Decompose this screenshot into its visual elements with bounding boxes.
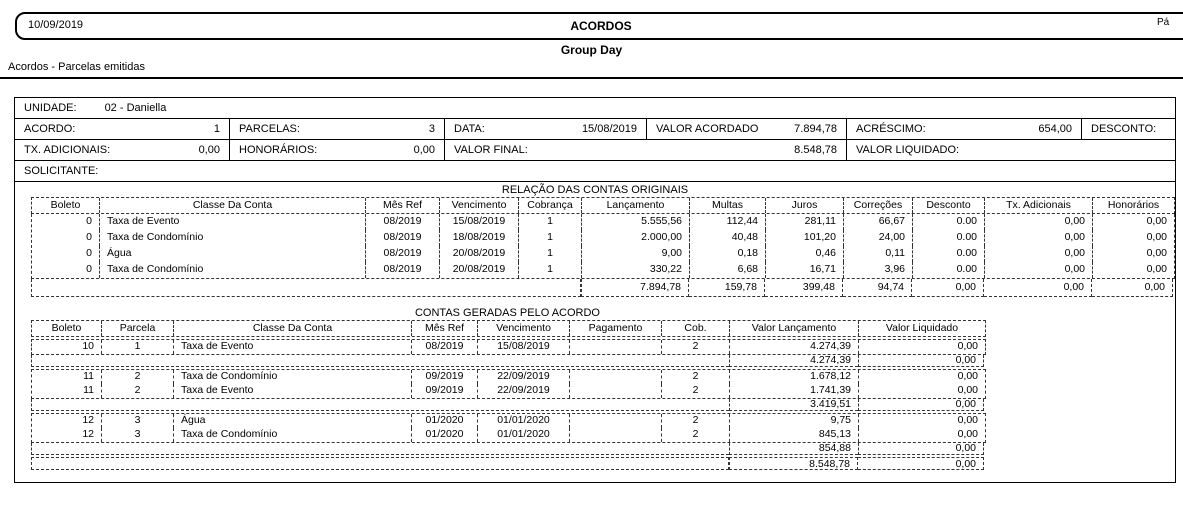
table-row: [32, 370, 985, 384]
table-row: [32, 428, 985, 442]
desconto-label: DESCONTO:: [1091, 123, 1157, 135]
totals-spacer: [31, 279, 581, 297]
table-cell: 09/2019: [412, 384, 478, 398]
table-cell: 3: [102, 414, 174, 428]
table-cell: Taxa de Condomínio: [100, 230, 366, 246]
subtotal-valor-liquidado: 0,00: [858, 443, 984, 455]
table-cell: 18/08/2019: [440, 230, 519, 246]
contas-geradas-title: CONTAS GERADAS PELO ACORDO: [414, 307, 600, 319]
table-cell: 24,00: [844, 230, 913, 246]
tx-adicionais-field: [15, 140, 229, 160]
page-number-label: Pá: [1157, 17, 1170, 28]
table-cell: 2: [102, 384, 174, 398]
column-header: Vencimento: [478, 321, 570, 336]
table-cell: 20/08/2019: [440, 246, 519, 262]
parcelas-label: PARCELAS:: [239, 123, 300, 135]
column-header: Parcela: [102, 321, 174, 336]
parcelas-field: [229, 119, 444, 139]
table-cell: 11: [32, 370, 102, 384]
total-cell: 94,74: [843, 279, 912, 297]
column-header: Correções: [844, 198, 913, 213]
totals-row: [31, 279, 1175, 297]
total-cell: 0,00: [1092, 279, 1173, 297]
honorarios-value: 0,00: [413, 144, 435, 156]
acordo-label: ACORDO:: [24, 123, 76, 135]
table-cell: [570, 340, 662, 354]
table-cell: 2.000,00: [582, 230, 690, 246]
subtotal-spacer: [31, 399, 729, 411]
valor-final-value: 8.548,78: [794, 144, 837, 156]
subtotal-valor-lancamento: 854,88: [729, 443, 858, 455]
table-row: [32, 246, 1174, 262]
valor-liquidado-field: [846, 140, 1175, 160]
honorarios-field: [229, 140, 444, 160]
acrescimo-value: 654,00: [1038, 123, 1072, 135]
table-cell: 2: [662, 428, 730, 442]
table-cell: Taxa de Evento: [174, 340, 412, 354]
table-header-row: [31, 320, 986, 337]
table-row: [32, 214, 1174, 230]
table-cell: 5.555,56: [582, 214, 690, 230]
table-cell: 2: [662, 370, 730, 384]
table-cell: 16,71: [766, 262, 844, 278]
subtotal-valor-lancamento: 4.274,39: [729, 355, 858, 367]
column-header: Cobrança: [519, 198, 582, 213]
unidade-label: UNIDADE:: [24, 102, 77, 114]
table-cell: 6,68: [690, 262, 766, 278]
table-cell: 09/2019: [412, 370, 478, 384]
table-cell: 01/01/2020: [478, 414, 570, 428]
table-cell: 11: [32, 384, 102, 398]
table-cell: Taxa de Condomínio: [174, 370, 412, 384]
table-cell: 0: [32, 230, 100, 246]
table-row: [32, 414, 985, 428]
group-subtotal-row: [31, 355, 986, 367]
table-cell: 4.274,39: [730, 340, 859, 354]
table-cell: 0,00: [957, 428, 978, 440]
table-cell: 15/08/2019: [440, 214, 519, 230]
column-header: Lançamento: [582, 198, 690, 213]
table-cell: 0: [32, 214, 100, 230]
parcela-group: [31, 339, 986, 355]
subtotal-valor-liquidado: 0,00: [858, 355, 984, 367]
table-cell: 0,11: [844, 246, 913, 262]
report-date: 10/09/2019: [28, 19, 84, 31]
table-cell: 845,13: [730, 428, 859, 442]
table-cell: 0,00: [1146, 263, 1167, 275]
table-cell: 1: [519, 214, 582, 230]
total-cell: 159,78: [689, 279, 765, 297]
table-cell: 2: [662, 384, 730, 398]
grand-total-valor-lancamento: 8.548,78: [729, 457, 858, 470]
unidade-field: [15, 98, 175, 118]
table-row: [32, 340, 985, 354]
grand-total-row: [31, 457, 986, 470]
column-header: Classe Da Conta: [174, 321, 412, 336]
table-cell: 0,00: [1146, 215, 1167, 227]
group-subtotal-row: [31, 399, 986, 411]
data-label: DATA:: [454, 123, 485, 135]
table-cell: 1.741,39: [730, 384, 859, 398]
table-cell: 20/08/2019: [440, 262, 519, 278]
table-cell: 01/2020: [412, 414, 478, 428]
desconto-field: [1081, 119, 1175, 139]
column-header: Vencimento: [440, 198, 519, 213]
table-cell: 0,18: [690, 246, 766, 262]
table-cell: 12: [32, 428, 102, 442]
total-cell: 399,48: [765, 279, 843, 297]
table-cell: 08/2019: [366, 246, 440, 262]
table-cell: 01/01/2020: [478, 428, 570, 442]
table-cell: 0.00: [913, 230, 985, 246]
table-cell: 0: [32, 246, 100, 262]
solicitante-row: [15, 161, 1175, 182]
table-cell: 101,20: [766, 230, 844, 246]
table-cell: 0,00: [985, 262, 1093, 278]
table-cell: 0,00: [957, 340, 978, 352]
valor-acordado-value: 7.894,78: [794, 123, 837, 135]
total-cell: 0,00: [984, 279, 1092, 297]
table-cell: Taxa de Condomínio: [174, 428, 412, 442]
table-cell: 08/2019: [366, 214, 440, 230]
tx-adicionais-label: TX. ADICIONAIS:: [24, 144, 111, 156]
table-cell: 330,22: [582, 262, 690, 278]
column-header: Valor Liquidado: [885, 322, 959, 334]
report-body: [14, 97, 1176, 483]
acrescimo-label: ACRÉSCIMO:: [856, 123, 926, 135]
table-cell: 2: [102, 370, 174, 384]
table-cell: 0,00: [985, 246, 1093, 262]
unidade-row: [15, 98, 1175, 119]
parcela-group: [31, 413, 986, 443]
column-header: Valor Lançamento: [730, 321, 859, 336]
table-cell: 22/09/2019: [478, 384, 570, 398]
table-cell: 1: [519, 262, 582, 278]
table-cell: 9,00: [582, 246, 690, 262]
column-header: Mês Ref: [412, 321, 478, 336]
summary-row-2: [15, 140, 1175, 161]
acrescimo-field: [846, 119, 1081, 139]
group-subtotal-row: [31, 443, 986, 455]
report-header-box: [15, 12, 1183, 40]
table-cell: 12: [32, 414, 102, 428]
table-cell: 2: [662, 340, 730, 354]
table-cell: 0,00: [957, 384, 978, 396]
column-header: Honorários: [1107, 199, 1160, 211]
table-cell: [570, 414, 662, 428]
subtotal-spacer: [31, 443, 729, 455]
table-cell: Água: [100, 246, 366, 262]
valor-liquidado-label: VALOR LIQUIDADO:: [856, 144, 960, 156]
table-cell: 0.00: [913, 246, 985, 262]
table-cell: 1: [519, 246, 582, 262]
table-cell: 0.00: [913, 262, 985, 278]
table-cell: 0,00: [985, 214, 1093, 230]
table-cell: 08/2019: [412, 340, 478, 354]
table-cell: 0,00: [957, 414, 978, 426]
grand-total-valor-liquidado: 0,00: [858, 457, 984, 470]
subtotal-valor-liquidado: 0,00: [858, 399, 984, 411]
table-cell: 10: [32, 340, 102, 354]
table-cell: 0,00: [957, 370, 978, 382]
table-body: [31, 214, 1175, 279]
table-cell: 9,75: [730, 414, 859, 428]
table-cell: 0.00: [913, 214, 985, 230]
table-cell: 3: [102, 428, 174, 442]
table-cell: 1: [102, 340, 174, 354]
table-cell: [570, 370, 662, 384]
table-row: [32, 262, 1174, 278]
solicitante-field: [15, 161, 135, 181]
valor-acordado-field: [646, 119, 846, 139]
acordo-value: 1: [213, 123, 220, 135]
solicitante-label: SOLICITANTE:: [24, 165, 99, 177]
valor-acordado-label: VALOR ACORDADO: [656, 123, 759, 135]
column-header: Multas: [690, 198, 766, 213]
tx-adicionais-value: 0,00: [198, 144, 220, 156]
table-cell: 40,48: [690, 230, 766, 246]
table-cell: 1.678,12: [730, 370, 859, 384]
subtotal-valor-lancamento: 3.419,51: [729, 399, 858, 411]
table-cell: Taxa de Evento: [100, 214, 366, 230]
valor-final-field: [444, 140, 846, 160]
column-header: Pagamento: [570, 321, 662, 336]
table-cell: 01/2020: [412, 428, 478, 442]
table-cell: 22/09/2019: [478, 370, 570, 384]
company-name: Group Day: [560, 43, 623, 57]
grand-total-spacer: [31, 457, 729, 470]
data-value: 15/08/2019: [581, 123, 637, 135]
parcelas-value: 3: [428, 123, 435, 135]
total-cell: 7.894,78: [581, 279, 689, 297]
acordo-field: [15, 119, 229, 139]
column-header: Boleto: [32, 198, 100, 213]
column-header: Juros: [766, 198, 844, 213]
contas-originais-table: [31, 197, 1175, 297]
summary-row-1: [15, 119, 1175, 140]
table-cell: Taxa de Condomínio: [100, 262, 366, 278]
subtotal-spacer: [31, 355, 729, 367]
column-header: Mês Ref: [366, 198, 440, 213]
report-subtitle: Acordos - Parcelas emitidas: [8, 61, 145, 73]
table-row: [32, 384, 985, 398]
table-cell: Água: [174, 414, 412, 428]
table-cell: 0: [32, 262, 100, 278]
honorarios-label: HONORÁRIOS:: [239, 144, 318, 156]
contas-originais-title: RELAÇÃO DAS CONTAS ORIGINAIS: [501, 184, 689, 196]
table-cell: 08/2019: [366, 230, 440, 246]
valor-final-label: VALOR FINAL:: [454, 144, 528, 156]
table-cell: 2: [662, 414, 730, 428]
table-cell: 0,00: [985, 230, 1093, 246]
table-cell: 1: [519, 230, 582, 246]
data-field: [444, 119, 646, 139]
table-cell: [570, 428, 662, 442]
table-cell: 0,00: [1146, 231, 1167, 243]
table-cell: Taxa de Evento: [174, 384, 412, 398]
column-header: Cob.: [662, 321, 730, 336]
table-row: [32, 230, 1174, 246]
table-header-row: [31, 197, 1175, 214]
table-cell: 112,44: [690, 214, 766, 230]
column-header: Classe Da Conta: [100, 198, 366, 213]
column-header: Tx. Adicionais: [985, 198, 1093, 213]
column-header: Desconto: [913, 198, 985, 213]
table-cell: 3,96: [844, 262, 913, 278]
table-cell: 08/2019: [366, 262, 440, 278]
unidade-value: 02 - Daniella: [104, 102, 167, 114]
table-cell: 281,11: [766, 214, 844, 230]
report-header: [0, 0, 1183, 97]
table-cell: 66,67: [844, 214, 913, 230]
contas-geradas-table: [31, 320, 986, 470]
header-divider: [0, 77, 1183, 79]
table-cell: [570, 384, 662, 398]
report-title: ACORDOS: [570, 19, 632, 33]
table-cell: 0,00: [1146, 247, 1167, 259]
total-cell: 0,00: [912, 279, 984, 297]
column-header: Boleto: [32, 321, 102, 336]
table-cell: 15/08/2019: [478, 340, 570, 354]
parcela-group: [31, 369, 986, 399]
table-cell: 0,46: [766, 246, 844, 262]
